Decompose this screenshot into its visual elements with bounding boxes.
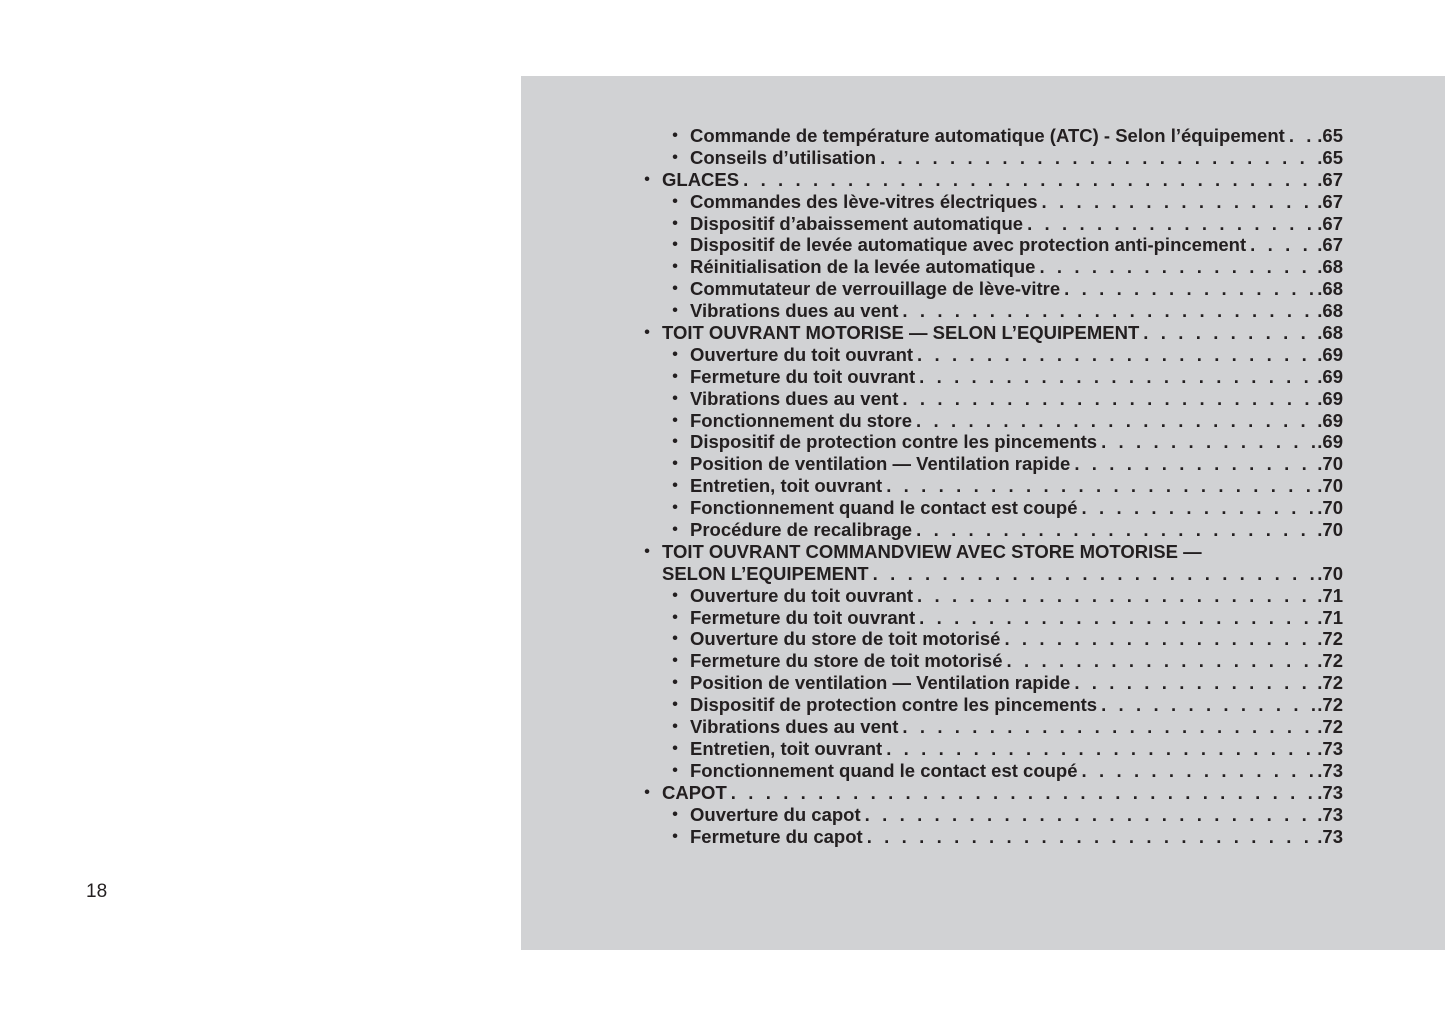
toc-entry-title: Vibrations dues au vent bbox=[690, 387, 899, 409]
toc-subentry bbox=[640, 804, 1343, 826]
bullet-icon: • bbox=[672, 477, 678, 495]
toc-entry-title: Dispositif de protection contre les pincements bbox=[690, 431, 1098, 453]
bullet-icon: • bbox=[672, 302, 678, 320]
bullet-icon: • bbox=[672, 499, 678, 517]
toc-entry-page: .70 bbox=[1317, 475, 1343, 497]
toc-entry-page: .68 bbox=[1317, 256, 1343, 278]
dot-leader bbox=[915, 366, 1317, 388]
toc-entry-title: Entretien, toit ouvrant bbox=[690, 737, 883, 759]
toc-entry-page: .73 bbox=[1317, 781, 1343, 803]
toc-entry-page: .72 bbox=[1317, 694, 1343, 716]
dot-leader bbox=[1070, 672, 1317, 694]
toc-entry-page: .67 bbox=[1317, 190, 1343, 212]
toc-subentry bbox=[640, 431, 1343, 453]
dot-leader bbox=[912, 410, 1317, 432]
bullet-icon: • bbox=[672, 258, 678, 276]
dot-leader bbox=[898, 388, 1317, 410]
toc-entry-page: .69 bbox=[1317, 343, 1343, 365]
bullet-icon: • bbox=[672, 367, 678, 385]
bullet-icon: • bbox=[672, 389, 678, 407]
toc-entry-title: Commande de température automatique (ATC) - Selon l’équipement bbox=[690, 125, 1285, 146]
toc-subentry bbox=[640, 213, 1343, 235]
bullet-icon: • bbox=[672, 739, 678, 757]
toc-subentry bbox=[640, 344, 1343, 366]
bullet-icon: • bbox=[672, 586, 678, 604]
toc-entry-page: .71 bbox=[1317, 606, 1343, 628]
dot-leader bbox=[1285, 125, 1317, 147]
toc-entry-title: Entretien, toit ouvrant bbox=[690, 475, 883, 497]
toc-subentry bbox=[640, 453, 1343, 475]
toc-entry-page: .65 bbox=[1317, 146, 1343, 168]
toc-entry-page: .73 bbox=[1317, 803, 1343, 825]
toc-subentry bbox=[640, 585, 1343, 607]
toc-subentry bbox=[640, 716, 1343, 738]
toc-entry-page: .69 bbox=[1317, 387, 1343, 409]
dot-leader bbox=[1078, 760, 1318, 782]
bullet-icon: • bbox=[672, 127, 678, 144]
page-number: 18 bbox=[86, 881, 108, 902]
bullet-icon: • bbox=[672, 674, 678, 692]
toc-entry-title: Ouverture du store de toit motorisé bbox=[690, 628, 1001, 650]
toc-entry-page: .72 bbox=[1317, 628, 1343, 650]
bullet-icon: • bbox=[672, 192, 678, 210]
dot-leader bbox=[1078, 497, 1318, 519]
toc-subentry bbox=[640, 300, 1343, 322]
dot-leader bbox=[727, 782, 1318, 804]
toc-subentry bbox=[640, 607, 1343, 629]
toc-subentry bbox=[640, 628, 1343, 650]
bullet-icon: • bbox=[672, 761, 678, 779]
toc-subentry bbox=[640, 475, 1343, 497]
toc-section bbox=[640, 782, 1343, 804]
toc-entry-page: .67 bbox=[1317, 212, 1343, 234]
dot-leader bbox=[1000, 628, 1317, 650]
toc-subentry bbox=[640, 672, 1343, 694]
dot-leader bbox=[1060, 278, 1317, 300]
toc-entry-title: Fermeture du store de toit motorisé bbox=[690, 650, 1003, 672]
bullet-icon: • bbox=[672, 805, 678, 823]
dot-leader bbox=[869, 563, 1318, 585]
toc-entry-page: .73 bbox=[1317, 759, 1343, 781]
toc-entry-page: .69 bbox=[1317, 365, 1343, 387]
dot-leader bbox=[1035, 256, 1317, 278]
dot-leader bbox=[1023, 213, 1317, 235]
bullet-icon: • bbox=[672, 455, 678, 473]
toc-entry-title: Fonctionnement du store bbox=[690, 409, 912, 431]
toc-entry-page: .68 bbox=[1317, 278, 1343, 300]
dot-leader bbox=[882, 475, 1317, 497]
bullet-icon: • bbox=[644, 324, 650, 342]
dot-leader bbox=[898, 300, 1317, 322]
toc-entry-title: Fermeture du toit ouvrant bbox=[690, 606, 916, 628]
toc-entry-title: Conseils d’utilisation bbox=[690, 146, 877, 168]
bullet-icon: • bbox=[672, 718, 678, 736]
toc-subentry bbox=[640, 388, 1343, 410]
toc-entry-title: Dispositif de levée automatique avec protection anti-pincement bbox=[690, 234, 1247, 256]
toc-section bbox=[640, 541, 1343, 563]
dot-leader bbox=[1003, 650, 1318, 672]
dot-leader bbox=[912, 519, 1317, 541]
toc-entry-page: .69 bbox=[1317, 431, 1343, 453]
toc-entry-page: .73 bbox=[1317, 825, 1343, 847]
dot-leader bbox=[913, 585, 1317, 607]
toc-entry-page: .70 bbox=[1317, 519, 1343, 541]
toc-entry-title: Fermeture du toit ouvrant bbox=[690, 365, 916, 387]
toc-entry-page: .72 bbox=[1317, 672, 1343, 694]
toc-entry-page: .65 bbox=[1317, 125, 1343, 146]
toc-entry-page: .72 bbox=[1317, 650, 1343, 672]
bullet-icon: • bbox=[672, 521, 678, 539]
toc-section bbox=[640, 169, 1343, 191]
toc-entry-page: .70 bbox=[1317, 562, 1343, 584]
toc-entry-title: Fonctionnement quand le contact est coupé bbox=[690, 759, 1078, 781]
toc-subentry bbox=[640, 278, 1343, 300]
dot-leader bbox=[913, 344, 1317, 366]
bullet-icon: • bbox=[672, 608, 678, 626]
toc-subentry bbox=[640, 694, 1343, 716]
toc-subentry bbox=[640, 410, 1343, 432]
dot-leader bbox=[882, 738, 1317, 760]
bullet-icon: • bbox=[672, 630, 678, 648]
toc-subentry bbox=[640, 147, 1343, 169]
bullet-icon: • bbox=[672, 696, 678, 714]
dot-leader bbox=[1097, 431, 1317, 453]
dot-leader bbox=[863, 826, 1318, 848]
dot-leader bbox=[861, 804, 1318, 826]
toc-entry-title: Réinitialisation de la levée automatique bbox=[690, 256, 1036, 278]
dot-leader bbox=[1038, 191, 1318, 213]
bullet-icon: • bbox=[644, 542, 650, 560]
toc-entry-title: GLACES bbox=[662, 168, 740, 190]
dot-leader bbox=[1246, 234, 1317, 256]
toc-entry-title: Fonctionnement quand le contact est coupé bbox=[690, 497, 1078, 519]
toc-entry-page: .69 bbox=[1317, 409, 1343, 431]
toc-subentry bbox=[640, 256, 1343, 278]
toc-entry-title: Position de ventilation — Ventilation rapide bbox=[690, 672, 1071, 694]
bullet-icon: • bbox=[672, 280, 678, 298]
toc-subentry bbox=[640, 234, 1343, 256]
toc-subentry bbox=[640, 497, 1343, 519]
bullet-icon: • bbox=[672, 345, 678, 363]
toc-entry-title: Ouverture du toit ouvrant bbox=[690, 584, 914, 606]
toc-subentry bbox=[640, 519, 1343, 541]
toc-entry-title: TOIT OUVRANT COMMANDVIEW AVEC STORE MOTORISE — bbox=[662, 540, 1202, 562]
toc-subentry bbox=[640, 760, 1343, 782]
toc-entry-title: Dispositif de protection contre les pincements bbox=[690, 694, 1098, 716]
toc-section bbox=[640, 322, 1343, 344]
dot-leader bbox=[1139, 322, 1317, 344]
toc-entry-page: .71 bbox=[1317, 584, 1343, 606]
toc-subentry bbox=[640, 191, 1343, 213]
dot-leader bbox=[898, 716, 1317, 738]
dot-leader bbox=[915, 607, 1317, 629]
bullet-icon: • bbox=[672, 214, 678, 232]
toc-entry-title: Commutateur de verrouillage de lève-vitre bbox=[690, 278, 1061, 300]
toc-entry-title-continuation: SELON L’EQUIPEMENT bbox=[662, 562, 869, 584]
toc-entry-page: .73 bbox=[1317, 737, 1343, 759]
toc-subentry bbox=[640, 366, 1343, 388]
toc-entry-page: .70 bbox=[1317, 497, 1343, 519]
table-of-contents bbox=[640, 125, 1343, 847]
toc-subentry bbox=[640, 738, 1343, 760]
dot-leader bbox=[1070, 453, 1317, 475]
toc-entry-title: Position de ventilation — Ventilation rapide bbox=[690, 453, 1071, 475]
bullet-icon: • bbox=[672, 411, 678, 429]
toc-entry-page: .72 bbox=[1317, 716, 1343, 738]
bullet-icon: • bbox=[644, 783, 650, 801]
toc-section bbox=[640, 563, 1343, 585]
toc-entry-title: Procédure de recalibrage bbox=[690, 519, 913, 541]
dot-leader bbox=[739, 169, 1317, 191]
dot-leader bbox=[1097, 694, 1317, 716]
bullet-icon: • bbox=[672, 652, 678, 670]
toc-subentry bbox=[640, 125, 1343, 147]
toc-subentry bbox=[640, 650, 1343, 672]
bullet-icon: • bbox=[672, 236, 678, 254]
toc-entry-title: Ouverture du capot bbox=[690, 803, 861, 825]
toc-entry-title: CAPOT bbox=[662, 781, 727, 803]
dot-leader bbox=[876, 147, 1317, 169]
toc-entry-title: Vibrations dues au vent bbox=[690, 716, 899, 738]
toc-entry-title: Vibrations dues au vent bbox=[690, 300, 899, 322]
toc-entry-page: .67 bbox=[1317, 234, 1343, 256]
toc-entry-title: TOIT OUVRANT MOTORISE — SELON L’EQUIPEMENT bbox=[662, 322, 1140, 344]
toc-entry-title: Ouverture du toit ouvrant bbox=[690, 343, 914, 365]
toc-entry-page: .67 bbox=[1317, 168, 1343, 190]
toc-entry-title: Commandes des lève-vitres électriques bbox=[690, 190, 1038, 212]
toc-entry-page: .68 bbox=[1317, 322, 1343, 344]
bullet-icon: • bbox=[644, 170, 650, 188]
toc-entry-title: Fermeture du capot bbox=[690, 825, 863, 847]
toc-subentry bbox=[640, 826, 1343, 848]
toc-entry-page: .68 bbox=[1317, 300, 1343, 322]
toc-entry-page: .70 bbox=[1317, 453, 1343, 475]
bullet-icon: • bbox=[672, 827, 678, 845]
bullet-icon: • bbox=[672, 148, 678, 166]
bullet-icon: • bbox=[672, 433, 678, 451]
toc-entry-title: Dispositif d’abaissement automatique bbox=[690, 212, 1024, 234]
